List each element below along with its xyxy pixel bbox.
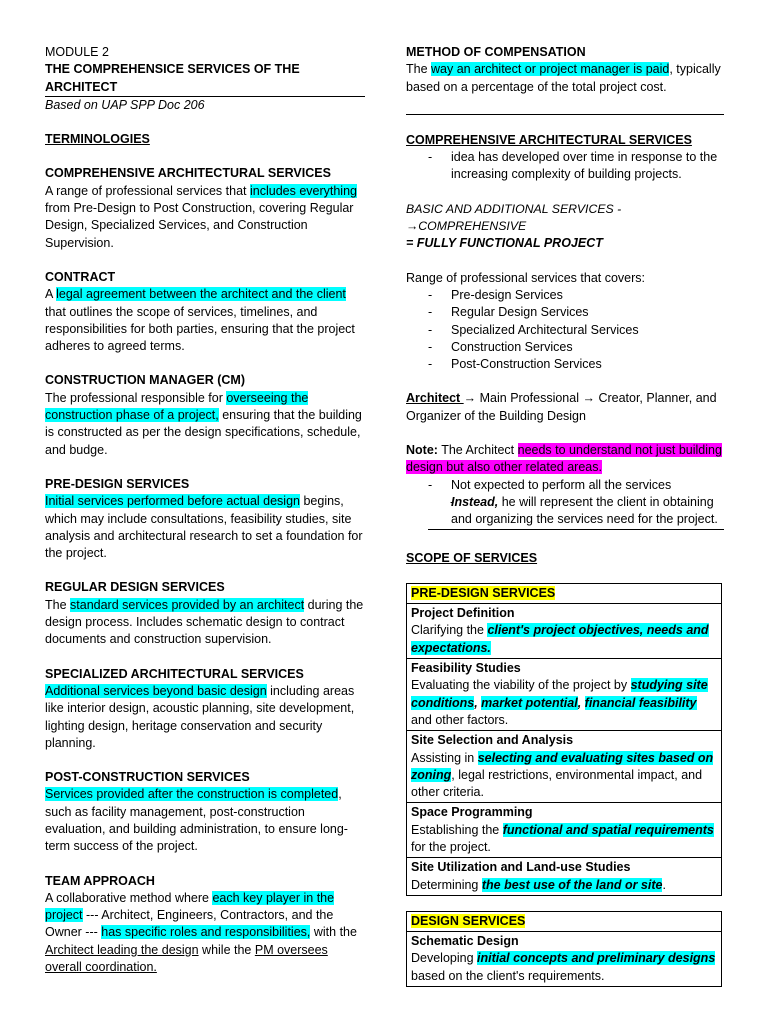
highlight: needs to understand not just building design but also other related areas. [406, 443, 722, 475]
term-post [45, 769, 365, 855]
list-item: - Specialized Architectural Services [406, 322, 724, 339]
module-label: MODULE 2 [45, 45, 109, 59]
list-item: - Instead, he will represent the client in obtaining and organizing the services need for the project. [428, 494, 724, 530]
term-heading: METHOD OF COMPENSATION [406, 45, 586, 59]
table-row: Schematic Design Developing initial concepts and preliminary designs based on the client's requirements. [407, 932, 722, 987]
term-heading: TEAM APPROACH [45, 873, 155, 888]
term-body: Additional services beyond basic design including areas like interior design, acoustic planning, site development, lighting design, heritage conservation and security planning. [45, 683, 355, 750]
highlight: legal agreement between the architect and the client [56, 287, 346, 302]
fully-functional-line: = FULLY FUNCTIONAL PROJECT [406, 236, 603, 251]
range-block [406, 270, 724, 374]
highlight: financial feasibility [584, 695, 697, 710]
term-heading: REGULAR DESIGN SERVICES [45, 580, 225, 595]
highlight: Services provided after the construction is completed [45, 787, 339, 802]
design-services-table [406, 911, 722, 987]
note-list [406, 477, 724, 530]
note-block [406, 442, 724, 529]
term-contract [45, 269, 365, 355]
cas2-block [406, 132, 724, 184]
range-intro: Range of professional services that covers: [406, 270, 646, 285]
list-item: - Pre-design Services [406, 287, 724, 304]
predesign-table [406, 583, 722, 896]
highlight: Initial services performed before actual design [45, 494, 300, 509]
arrow-right-icon: → [582, 391, 595, 406]
document-title: THE COMPREHENSICE SERVICES OF THE ARCHITECT [45, 61, 365, 97]
underlined-text: Architect leading the design [45, 942, 199, 957]
term-body: A range of professional services that includes everything from Pre-Design to Post Construction, covering Regular Design, Specialized Services, and Construction Supervision. [45, 183, 357, 250]
term-heading: SPECIALIZED ARCHITECTURAL SERVICES [45, 666, 304, 681]
left-column [45, 44, 365, 976]
architect-definition: Architect → Main Professional → Creator, Planner, and Organizer of the Building Design [406, 391, 717, 423]
term-predesign [45, 476, 365, 562]
range-list [406, 287, 724, 373]
bullet-list [406, 149, 724, 184]
term-body: The standard services provided by an architect during the design process. Includes schematic design to contract documents and construction supervision. [45, 597, 364, 647]
term-heading: POST-CONSTRUCTION SERVICES [45, 770, 250, 785]
arrow-right-icon: → [406, 219, 419, 234]
table-row: Project Definition Clarifying the client's project objectives, needs and expectations. [407, 604, 722, 659]
highlight: initial concepts and preliminary designs [477, 951, 716, 966]
highlight: includes everything [249, 183, 357, 198]
table-header: PRE-DESIGN SERVICES [407, 583, 722, 603]
term-cas [45, 165, 365, 251]
highlight: market potential [481, 695, 578, 710]
highlight: way an architect or project manager is paid [431, 62, 670, 77]
term-regular [45, 579, 365, 648]
highlight: has specific roles and responsibilities, [101, 925, 311, 940]
highlight: overseeing the construction phase of a project, [45, 390, 309, 423]
list-item: - Regular Design Services [406, 304, 724, 321]
table-header: DESIGN SERVICES [407, 911, 722, 931]
term-heading: PRE-DESIGN SERVICES [45, 476, 190, 491]
table-row: Feasibility Studies Evaluating the viability of the project by studying site conditions, market potential, financial feasibility and other factors. [407, 659, 722, 731]
right-column [406, 44, 724, 987]
scope-heading: SCOPE OF SERVICES [406, 550, 538, 565]
highlight: studying site conditions [411, 678, 708, 710]
highlight: client's project objectives, needs and expectations. [411, 623, 709, 655]
term-cm [45, 372, 365, 458]
table-row: Site Selection and Analysis Assisting in selecting and evaluating sites based on zoning, legal restrictions, environmental impact, and other criteria. [407, 731, 722, 803]
list-item: - idea has developed over time in response to the increasing complexity of building projects. [406, 149, 724, 184]
term-heading: CONTRACT [45, 269, 116, 284]
arrow-right-icon: → [463, 391, 477, 406]
underlined-text: PM oversees overall coordination. [45, 942, 328, 975]
moc-block [406, 44, 724, 115]
list-item: - Post-Construction Services [406, 356, 724, 373]
term-body: Initial services performed before actual design begins, which may include consultations, feasibility studies, site analysis and architectural research to set a foundation for the project. [45, 494, 363, 561]
term-body: The professional responsible for overseeing the construction phase of a project, ensuring that the building is constructed as per the design specifications, schedule, and budge. [45, 390, 362, 457]
term-team [45, 873, 365, 977]
highlight: the best use of the land or site [481, 877, 663, 892]
term-heading: CONSTRUCTION MANAGER (CM) [45, 373, 245, 388]
term-body: A collaborative method where each key player in the project --- Architect, Engineers, Contractors, and the Owner --- has specific roles and responsibilities, with the Architect leading the design while the PM oversees overall coordination. [45, 890, 357, 975]
term-specialized [45, 666, 365, 752]
term-body: A legal agreement between the architect and the client that outlines the scope of services, timelines, and responsibilities for both parties, ensuring that the project adheres to agreed terms. [45, 287, 355, 354]
highlight: each key player in the project [45, 890, 335, 923]
note-text: Note: The Architect needs to understand not just building design but also other related areas. [406, 443, 722, 475]
term-heading: COMPREHENSIVE ARCHITECTURAL SERVICES [45, 166, 331, 181]
list-item: - Construction Services [406, 339, 724, 356]
highlight: functional and spatial requirements [502, 822, 714, 837]
term-body: Services provided after the construction is completed, such as facility management, post-construction evaluation, and building administration, to ensure long-term success of the project. [45, 787, 348, 854]
terminologies-heading: TERMINOLOGIES [45, 132, 150, 147]
highlight: selecting and evaluating sites based on zoning [411, 750, 714, 782]
highlight: Additional services beyond basic design [45, 683, 267, 698]
basic-additional-line: BASIC AND ADDITIONAL SERVICES - →COMPREHENSIVE [406, 201, 622, 234]
table-row: Space Programming Establishing the functional and spatial requirements for the project. [407, 803, 722, 858]
highlight: standard services provided by an architect [70, 597, 305, 612]
table-row: Site Utilization and Land-use Studies Determining the best use of the land or site. [407, 858, 722, 896]
section-heading: COMPREHENSIVE ARCHITECTURAL SERVICES [406, 132, 692, 147]
document-subtitle: Based on UAP SPP Doc 206 [45, 97, 205, 112]
list-item: - Not expected to perform all the services [406, 477, 724, 494]
term-body: The way an architect or project manager is paid, typically based on a percentage of the total project cost. [406, 62, 721, 94]
